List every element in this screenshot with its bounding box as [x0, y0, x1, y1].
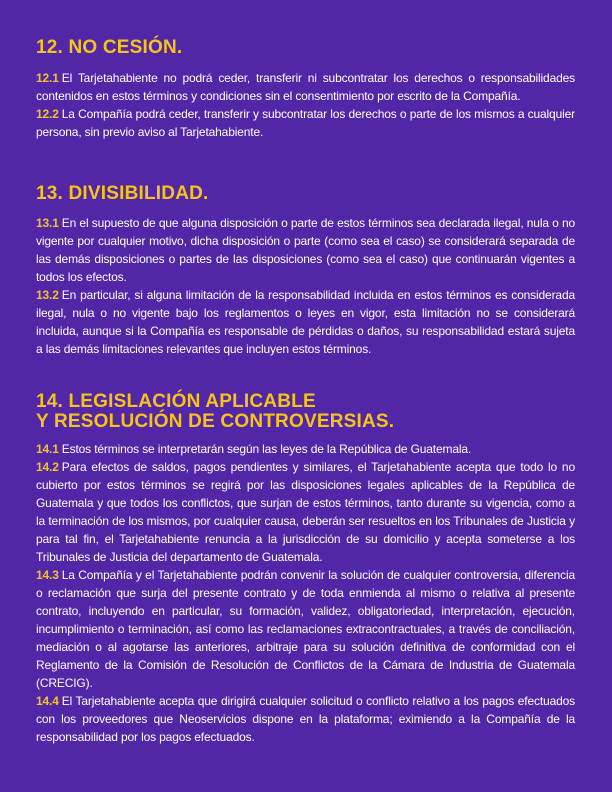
- clause-number: 13.2: [36, 288, 59, 302]
- clause-14-4: [36, 692, 575, 746]
- section-heading: 13. DIVISIBILIDAD.: [36, 183, 209, 204]
- clause-number: 14.2: [36, 460, 59, 474]
- clause-text: La Compañía y el Tarjetahabiente podrán convenir la solución de cualquier controversia, diferencia o reclamación que surja del presente contrato y de toda enmienda al mismo o relativa al presente contrato, incluyendo en particular, su formación, validez, obligatoriedad, interpretación, ejecución, incumplimiento o terminación, así como las reclamaciones extracontractuales, a través de conciliación, mediación o al agotarse las anteriores, arbitraje para su solución definitiva de conformidad con el Reglamento de la Comisión de Resolución de Conflictos de la Cámara de Industria de Guatemala (CRECIG).: [36, 568, 575, 690]
- section-divisibilidad: [36, 184, 575, 358]
- clause-text: En particular, si alguna limitación de la responsabilidad incluida en estos términos es considerada ilegal, nula o no vigente bajo los reglamentos o leyes en vigor, esta limitación no se considerará incluida, aunque si la Compañía es responsable de pérdidas o daños, su responsabilidad estará sujeta a las demás limitaciones relevantes que incluyen estos términos.: [36, 288, 575, 356]
- heading-line-1: 14. LEGISLACIÓN APLICABLE: [36, 391, 316, 412]
- clause-14-1: [36, 440, 575, 458]
- clause-text: El Tarjetahabiente no podrá ceder, transferir ni subcontratar los derechos o responsabilidades contenidos en estos términos y condiciones sin el consentimiento por escrito de la Compañía.: [36, 71, 575, 103]
- clause-text: La Compañía podrá ceder, transferir y subcontratar los derechos o parte de los mismos a cualquier persona, sin previo aviso al Tarjetahabiente.: [36, 107, 575, 139]
- clause-number: 13.1: [36, 216, 59, 230]
- clause-13-1: [36, 214, 575, 286]
- clause-number: 12.1: [36, 71, 59, 85]
- clause-number: 14.4: [36, 694, 59, 708]
- clause-text: En el supuesto de que alguna disposición o parte de estos términos sea declarada ilegal, nula o no vigente por cualquier motivo, dicha disposición o parte (como sea el caso) se considerará separada de las demás disposiciones o partes de las disposiciones (como sea el caso) que continuarán vigentes a todos los efectos.: [36, 216, 575, 284]
- clause-text: Para efectos de saldos, pagos pendientes y similares, el Tarjetahabiente acepta que todo lo no cubierto por estos términos se regirá por las disposiciones legales aplicables de la República de Guatemala y que todos los conflictos, que surjan de estos términos, tanto durante su vigencia, como a la terminación de los mismos, por cualquier causa, deberán ser resueltos en los Tribunales de Justicia y para tal fin, el Tarjetahabiente renuncia a la jurisdicción de su domicilio y acepta someterse a los Tribunales de Justicia del departamento de Guatemala.: [36, 460, 575, 564]
- section-no-cesion: [36, 38, 575, 141]
- clause-14-2: [36, 458, 575, 566]
- clause-12-2: [36, 105, 575, 141]
- clause-number: 14.3: [36, 568, 59, 582]
- clause-14-3: [36, 566, 575, 692]
- clause-text: El Tarjetahabiente acepta que dirigirá cualquier solicitud o conflicto relativo a los pagos efectuados con los proveedores que Neoservicios dispone en la plataforma; eximiendo a la Compañía de la responsabilidad por los pagos efectuados.: [36, 694, 575, 744]
- section-heading: [36, 392, 575, 432]
- clause-12-1: [36, 69, 575, 105]
- clause-13-2: [36, 286, 575, 358]
- section-legislacion: [36, 392, 575, 746]
- clause-text: Estos términos se interpretarán según las leyes de la República de Guatemala.: [61, 442, 472, 456]
- heading-line-2: Y RESOLUCIÓN DE CONTROVERSIAS.: [36, 411, 395, 432]
- section-heading: 12. NO CESIÓN.: [36, 37, 183, 58]
- clause-number: 12.2: [36, 107, 59, 121]
- clause-number: 14.1: [36, 442, 59, 456]
